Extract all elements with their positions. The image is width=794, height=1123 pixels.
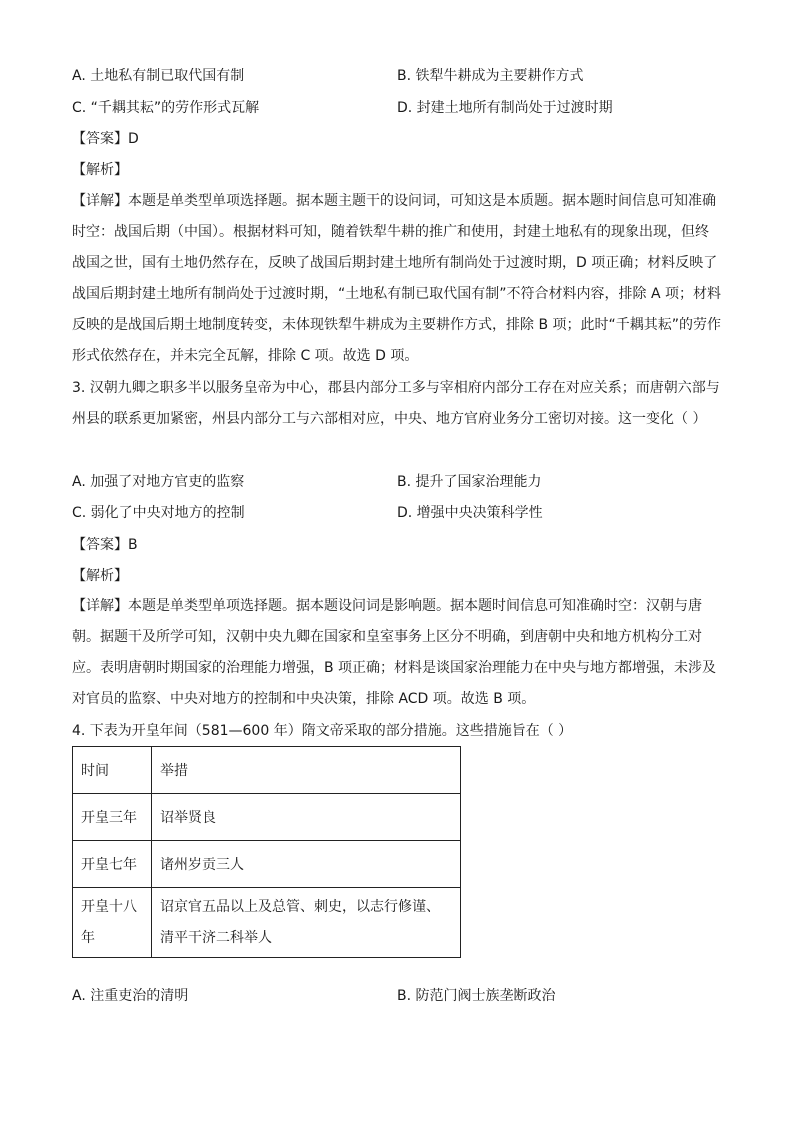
q2-option-d: D. 封建土地所有制尚处于过渡时期 [397,100,613,116]
q4-measures-table [72,746,461,958]
q2-option-a: A. 土地私有制已取代国有制 [72,68,245,84]
q2-detail: 【详解】本题是单类型单项选择题。据本题主题干的设问词，可知这是本质题。据本题时间信息可知准确时空：战国后期（中国）。根据材料可知，随着铁犁牛耕的推广和使用，封建土地私有的现象出现，但终战国之世，国有土地仍然存在，反映了战国后期封建土地所有制尚处于过渡时期，D 项正确；材料反映了战国后期封建土地所有制尚处于过渡时期，“土地私有制已取代国有制”不符合材料内容，排除 A 项；材料反映的是战国后期土地制度转变，未体现铁犁牛耕成为主要耕作方式，排除 B 项；此时“千耦其耘”的劳作形式依然存在，并未完全瓦解，排除 C 项。故选 D 项。 [72,193,722,364]
q3-detail: 【详解】本题是单类型单项选择题。据本题设问词是影响题。据本题时间信息可知准确时空：汉朝与唐朝。据题干及所学可知，汉朝中央九卿在国家和皇室事务上区分不明确，到唐朝中央和地方机构分工对应。表明唐朝时期国家的治理能力增强，B 项正确；材料是谈国家治理能力在中央与地方都增强，未涉及对官员的监察、中央对地方的控制和中央决策，排除 ACD 项。故选 B 项。 [72,598,717,707]
q4-option-b: B. 防范门阀士族垄断政治 [397,988,556,1004]
q4-stem: 4. 下表为开皇年间（581—600 年）隋文帝采取的部分措施。这些措施旨在（ ） [72,723,573,739]
table-cell-measure: 诏京官五品以上及总管、刺史，以志行修谨、清平干济二科举人 [152,888,461,958]
table-row [73,888,461,958]
table-cell-time: 开皇十八年 [73,888,152,958]
q2-analysis-label: 【解析】 [72,162,128,178]
q2-answer: 【答案】D [72,131,139,147]
table-header-measure: 举措 [152,747,461,794]
q3-answer: 【答案】B [72,537,138,553]
table-cell-measure: 诸州岁贡三人 [152,841,461,888]
q4-option-a: A. 注重吏治的清明 [72,988,189,1004]
table-cell-measure: 诏举贤良 [152,794,461,841]
q3-option-a: A. 加强了对地方官吏的监察 [72,474,245,490]
q2-option-c: C. “千耦其耘”的劳作形式瓦解 [72,100,260,116]
table-cell-time: 开皇三年 [73,794,152,841]
q3-option-d: D. 增强中央决策科学性 [397,505,543,521]
table-row [73,794,461,841]
q2-option-b: B. 铁犁牛耕成为主要耕作方式 [397,68,584,84]
table-row [73,841,461,888]
table-header-row [73,747,461,794]
q3-stem: 3. 汉朝九卿之职多半以服务皇帝为中心，郡县内部分工多与宰相府内部分工存在对应关系；而唐朝六部与州县的联系更加紧密，州县内部分工与六部相对应，中央、地方官府业务分工密切对接。这一变化（ ） [72,380,720,427]
q3-analysis-label: 【解析】 [72,568,128,584]
q3-option-b: B. 提升了国家治理能力 [397,474,542,490]
table-header-time: 时间 [73,747,152,794]
q3-option-c: C. 弱化了中央对地方的控制 [72,505,245,521]
table-cell-time: 开皇七年 [73,841,152,888]
